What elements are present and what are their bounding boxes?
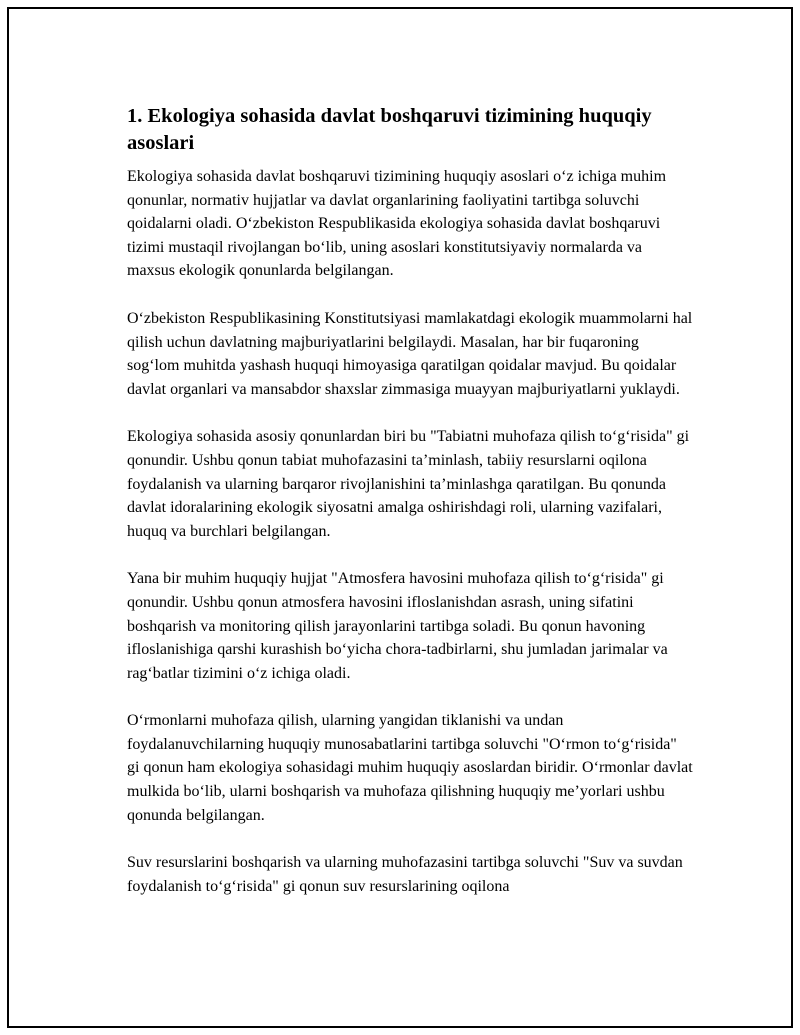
paragraph-6: Suv resurslarini boshqarish va ularning muhofazasini tartibga soluvchi "Suv va suvdan foydalanish to‘g‘risida" gi qonun suv resurslarining oqilona [127, 854, 683, 895]
paragraph-5: O‘rmonlarni muhofaza qilish, ularning yangidan tiklanishi va undan foydalanuvchilarning huquqiy munosabatlarini tartibga soluvchi "O‘rmon to‘g‘risida" gi qonun ham ekologiya sohasidagi muhim huquqiy asoslardan biridir. O‘rmonlar davlat mulkida bo‘lib, ularni boshqarish va muhofaza qilishning huquqiy me’yorlari ushbu qonunda belgilangan. [127, 712, 693, 824]
document-body [127, 103, 693, 922]
paragraph-1: Ekologiya sohasida davlat boshqaruvi tizimining huquqiy asoslari o‘z ichiga muhim qonunlar, normativ hujjatlar va davlat organlarining faoliyatini tartibga soluvchi qoidalarni oladi. O‘zbekiston Respublikasida ekologiya sohasida davlat boshqaruvi tizimi mustaqil rivojlangan bo‘lib, uning asoslari konstitutsiyaviy normalarda va maxsus ekologik qonunlarda belgilangan. [127, 168, 667, 280]
paragraph-4: Yana bir muhim huquqiy hujjat "Atmosfera havosini muhofaza qilish to‘g‘risida" gi qonundir. Ushbu qonun atmosfera havosini ifloslanishdan asrash, uning sifatini boshqarish va monitoring qilish jarayonlarini tartibga soladi. Bu qonun havoning ifloslanishiga qarshi kurashish bo‘yicha chora-tadbirlarni, shu jumladan jarimalar va rag‘batlar tizimini o‘z ichiga oladi. [127, 570, 668, 682]
paragraph-3: Ekologiya sohasida asosiy qonunlardan biri bu "Tabiatni muhofaza qilish to‘g‘risida" gi qonundir. Ushbu qonun tabiat muhofazasini ta’minlash, tabiiy resurslarni oqilona foydalanish va ularning barqaror rivojlanishini ta’minlashga qaratilgan. Bu qonunda davlat idoralarining ekologik siyosatni amalga oshirishdagi roli, ularning vazifalari, huquq va burchlari belgilangan. [127, 428, 690, 540]
document-title: 1. Ekologiya sohasida davlat boshqaruvi tizimining huquqiy asoslari [127, 105, 652, 154]
paragraph-2: O‘zbekiston Respublikasining Konstitutsiyasi mamlakatdagi ekologik muammolarni hal qilish uchun davlatning majburiyatlarini belgilaydi. Masalan, har bir fuqaroning sog‘lom muhitda yashash huquqi himoyasiga qaratilgan qoidalar mavjud. Bu qoidalar davlat organlari va mansabdor shaxslar zimmasiga muayyan majburiyatlarni yuklaydi. [127, 309, 693, 398]
page-frame [7, 7, 793, 1028]
